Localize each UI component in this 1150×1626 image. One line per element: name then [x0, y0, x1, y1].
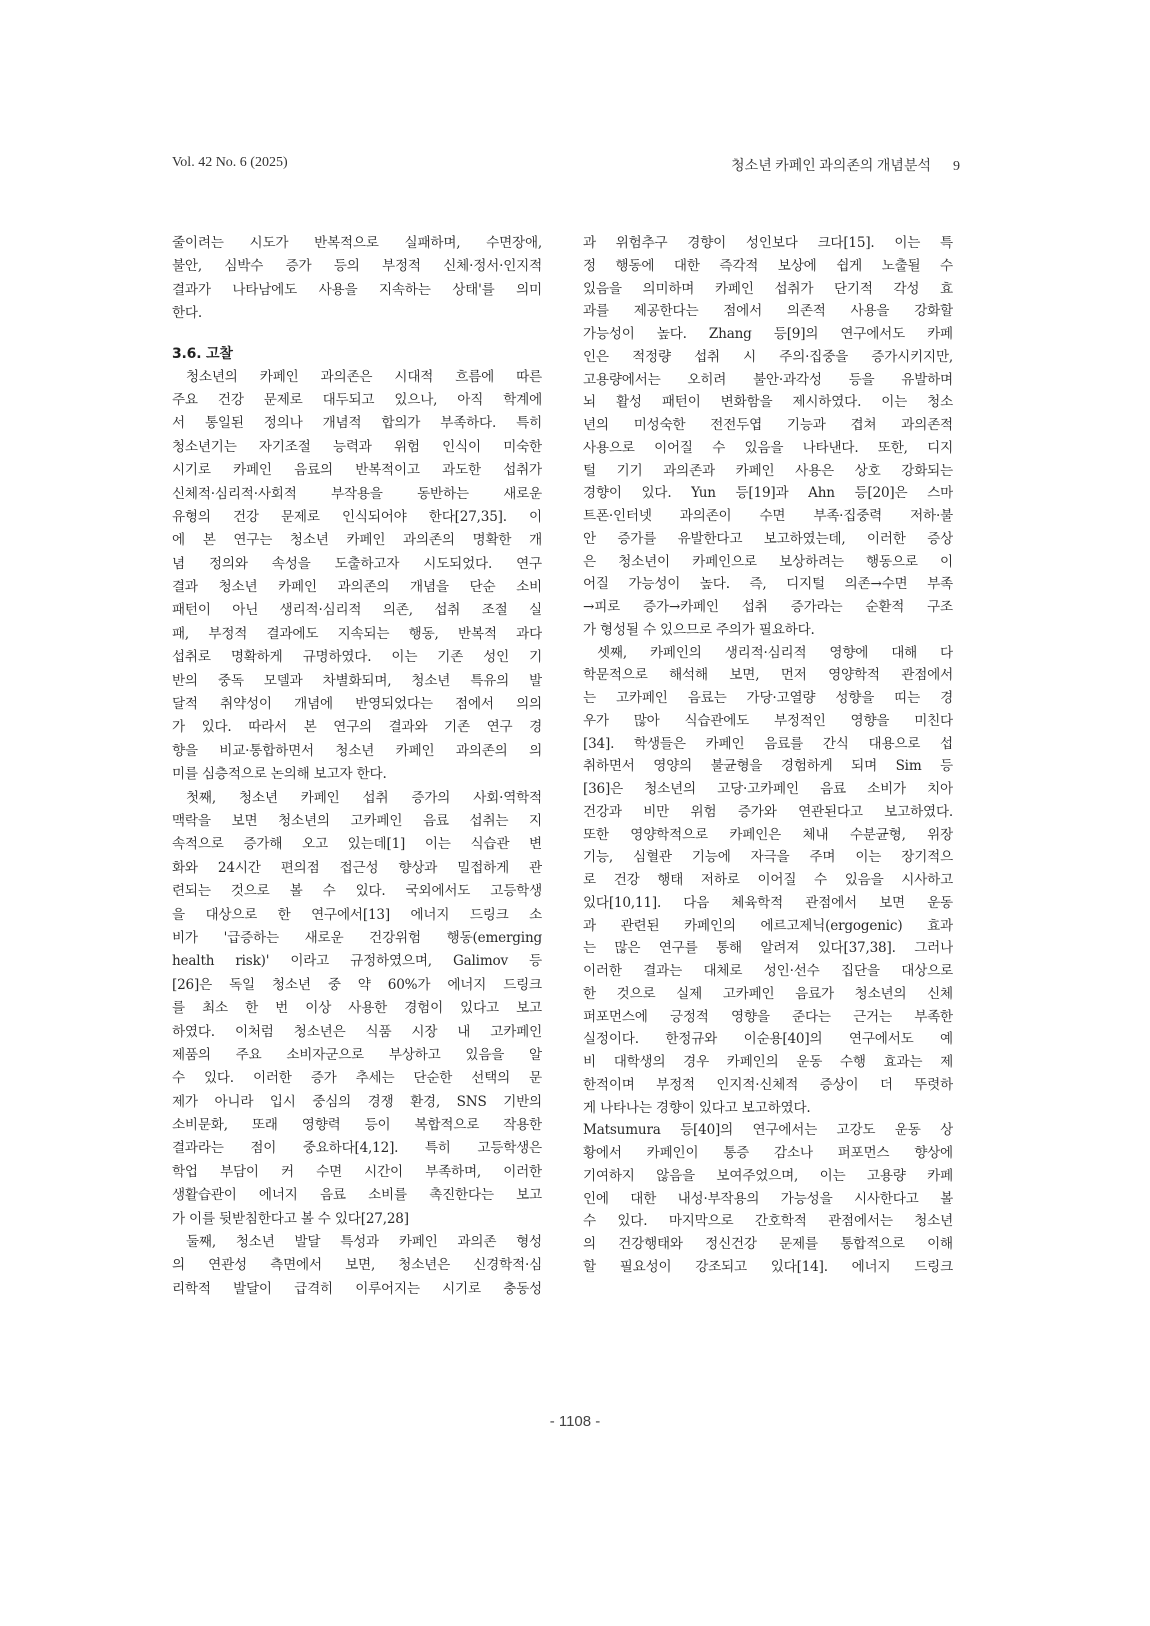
text-line: 우가 많아 식습관에도 부정적인 영향을 미친다	[583, 712, 953, 729]
text-line: 주요 건강 문제로 대두되고 있으나, 아직 학계에	[172, 391, 542, 408]
text-line: 트폰·인터넷 과의존이 수면 부족·집중력 저하·불	[583, 508, 953, 524]
text-line: 실정이다. 한정규와 이순용[40]의 연구에서도 예	[583, 1031, 953, 1048]
text-line: 수 있다. 마지막으로 간호학적 관점에서는 청소년	[583, 1213, 953, 1230]
text-line: 속적으로 증가해 오고 있는데[1] 이는 식습관 변	[172, 836, 542, 853]
text-line: 수 있다. 이러한 증가 추세는 단순한 선택의 문	[172, 1070, 542, 1087]
text-line: 청소년기는 자기조절 능력과 위험 인식이 미숙한	[172, 438, 542, 455]
text-line: 의 건강행태와 정신건강 문제를 통합적으로 이해	[583, 1236, 953, 1252]
text-line: 제가 아니라 입시 중심의 경쟁 환경, SNS 기반의	[172, 1093, 542, 1110]
text-line: →피로 증가→카페인 섭취 증가라는 순환적 구조	[583, 599, 953, 615]
text-line: 생활습관이 에너지 음료 소비를 촉진한다는 보고	[172, 1187, 542, 1204]
text-line: 청소년의 카페인 과의존은 시대적 흐름에 따른	[186, 368, 542, 385]
text-line: 건강과 비만 위험 증가와 연관된다고 보고하였다.	[583, 803, 953, 820]
text-line: 을 대상으로 한 연구에서[13] 에너지 드링크 소	[172, 906, 542, 923]
text-line: 제품의 주요 소비자군으로 부상하고 있음을 알	[172, 1046, 542, 1063]
text-line: 한 것으로 실제 고카페인 음료가 청소년의 신체	[583, 985, 953, 1002]
text-line: 하였다. 이처럼 청소년은 식품 시장 내 고카페인	[172, 1023, 542, 1040]
text-line: 과를 제공한다는 점에서 의존적 사용을 강화할	[583, 303, 953, 320]
text-line: 학업 부담이 커 수면 시간이 부족하며, 이러한	[172, 1163, 542, 1180]
text-line: 은 청소년이 카페인으로 보상하려는 행동으로 이	[583, 553, 953, 570]
text-line: 사용으로 이어질 수 있음을 나타낸다. 또한, 디지	[583, 439, 953, 456]
text-line: 소비문화, 또래 영향력 등이 복합적으로 작용한	[172, 1117, 542, 1134]
text-line: 할 필요성이 강조되고 있다[14]. 에너지 드링크	[583, 1258, 953, 1275]
section-heading: 3.6. 고찰	[172, 345, 233, 362]
text-line: 있음을 의미하며 카페인 섭취가 단기적 각성 효	[583, 280, 953, 297]
header-page-number: 9	[953, 159, 960, 174]
running-title: 청소년 카페인 과의존의 개념분석	[731, 159, 931, 174]
text-line: 취하면서 영양의 불균형을 경험하게 되며 Sim 등	[583, 758, 953, 775]
text-line: 뇌 활성 패턴이 변화함을 제시하였다. 이는 청소	[583, 394, 953, 411]
text-line: 신체적·심리적·사회적 부작용을 동반하는 새로운	[172, 485, 542, 502]
text-line: 어질 가능성이 높다. 즉, 디지털 의존→수면 부족	[583, 576, 953, 593]
text-line: health risk)' 이라고 규정하였으며, Galimov 등	[172, 953, 542, 970]
text-line: 패, 부정적 결과에도 지속되는 행동, 반복적 과다	[172, 625, 542, 642]
text-line: 한다.	[172, 305, 202, 322]
text-line: 과 위험추구 경향이 성인보다 크다[15]. 이는 특	[583, 235, 953, 251]
text-line: 맥락을 보면 청소년의 고카페인 음료 섭취는 지	[172, 812, 542, 829]
text-line: 미를 심층적으로 논의해 보고자 한다.	[172, 766, 387, 783]
text-line: 안 증가를 유발한다고 보고하였는데, 이러한 증상	[583, 530, 953, 547]
text-line: 정 행동에 대한 즉각적 보상에 쉽게 노출될 수	[583, 257, 953, 274]
text-line: 비 대학생의 경우 카페인의 운동 수행 효과는 제	[583, 1054, 953, 1070]
text-line: 첫째, 청소년 카페인 섭취 증가의 사회·역학적	[186, 789, 542, 806]
text-line: 는 고카페인 음료는 가당·고열량 성향을 띠는 경	[583, 690, 953, 706]
text-line: 학문적으로 해석해 보면, 먼저 영양학적 관점에서	[583, 667, 953, 684]
text-line: 게 나타나는 경향이 있다고 보고하였다.	[583, 1099, 811, 1116]
text-line: 가능성이 높다. Zhang 등[9]의 연구에서도 카페	[583, 326, 953, 342]
text-line: 념 정의와 속성을 도출하고자 시도되었다. 연구	[172, 555, 542, 572]
text-line: 이러한 결과는 대체로 성인·선수 집단을 대상으로	[583, 963, 953, 979]
text-line: 비가 '급증하는 새로운 건강위험 행동(emerging	[172, 929, 542, 946]
text-line: 에 본 연구는 청소년 카페인 과의존의 명확한 개	[172, 532, 542, 549]
text-line: 가 형성될 수 있으므로 주의가 필요하다.	[583, 621, 815, 638]
text-line: 있다[10,11]. 다음 체육학적 관점에서 보면 운동	[583, 894, 953, 911]
text-line: 한적이며 부정적 인지적·신체적 증상이 더 뚜렷하	[583, 1076, 953, 1093]
text-line: [34]. 학생들은 카페인 음료를 간식 대용으로 섭	[583, 735, 953, 752]
text-line: 불안, 심박수 증가 등의 부정적 신체·정서·인지적	[172, 258, 542, 275]
text-line: 과 관련된 카페인의 에르고제닉(ergogenic) 효과	[583, 917, 953, 934]
text-line: 줄이려는 시도가 반복적으로 실패하며, 수면장애,	[172, 235, 542, 251]
text-line: 기여하지 않음을 보여주었으며, 이는 고용량 카페	[583, 1167, 953, 1184]
text-line: 결과가 나타남에도 사용을 지속하는 상태'를 의미	[172, 281, 542, 298]
text-line: 반의 중독 모델과 차별화되며, 청소년 특유의 발	[172, 672, 542, 689]
text-line: 고용량에서는 오히려 불안·과각성 등을 유발하며	[583, 371, 953, 388]
text-line: 털 기기 과의존과 카페인 사용은 상호 강화되는	[583, 462, 953, 479]
text-line: 둘째, 청소년 발달 특성과 카페인 과의존 형성	[186, 1234, 542, 1251]
text-line: [36]은 청소년의 고당·고카페인 음료 소비가 치아	[583, 781, 953, 797]
text-line: 인에 대한 내성·부작용의 가능성을 시사한다고 볼	[583, 1190, 953, 1207]
right-column	[583, 232, 953, 1279]
text-line: 기능, 심혈관 기능에 자극을 주며 이는 장기적으	[583, 849, 953, 866]
text-line: 경향이 있다. Yun 등[19]과 Ahn 등[20]은 스마	[583, 485, 953, 502]
text-line: 패턴이 아닌 생리적·심리적 의존, 섭취 조절 실	[172, 602, 542, 619]
text-line: 결과 청소년 카페인 과의존의 개념을 단순 소비	[172, 579, 542, 596]
text-line: 화와 24시간 편의점 접근성 향상과 밀접하게 관	[172, 859, 542, 876]
journal-issue: Vol. 42 No. 6 (2025)	[172, 155, 288, 170]
discussion-text-continued	[583, 232, 953, 1279]
text-line: 리학적 발달이 급격히 이루어지는 시기로 충동성	[172, 1280, 542, 1297]
text-line: [26]은 독일 청소년 중 약 60%가 에너지 드링크	[172, 976, 542, 993]
text-line: 셋째, 카페인의 생리적·심리적 영향에 대해 다	[597, 644, 953, 661]
text-line: 의 연관성 측면에서 보면, 청소년은 신경학적·심	[172, 1257, 542, 1274]
text-line: 는 많은 연구를 통해 알려져 있다[37,38]. 그러나	[583, 940, 953, 957]
text-line: 유형의 건강 문제로 인식되어야 한다[27,35]. 이	[172, 508, 542, 525]
section-gap	[172, 326, 542, 342]
text-line: 달적 취약성이 개념에 반영되었다는 점에서 의의	[172, 696, 542, 713]
discussion-text	[172, 366, 542, 1302]
text-line: 서 통일된 정의나 개념적 합의가 부족하다. 특히	[172, 415, 542, 432]
text-line: 로 건강 행태 저하로 이어질 수 있음을 시사하고	[583, 872, 953, 888]
text-line: 인은 적정량 섭취 시 주의·집중을 증가시키지만,	[583, 348, 953, 365]
page-number: - 1108 -	[549, 1413, 601, 1430]
intro-paragraph	[172, 232, 542, 326]
text-line: 가 있다. 따라서 본 연구의 결과와 기존 연구 경	[172, 719, 542, 736]
text-line: 결과라는 점이 중요하다[4,12]. 특히 고등학생은	[172, 1140, 542, 1157]
running-header	[731, 155, 960, 175]
text-line: 또한 영양학적으로 카페인은 체내 수분균형, 위장	[583, 826, 953, 843]
text-line: 를 최소 한 번 이상 사용한 경험이 있다고 보고	[172, 1000, 542, 1017]
text-line: 퍼포먼스에 긍정적 영향을 준다는 근거는 부족한	[583, 1008, 953, 1025]
text-line: 섭취로 명확하게 규명하였다. 이는 기존 성인 기	[172, 649, 542, 666]
text-line: 련되는 것으로 볼 수 있다. 국외에서도 고등학생	[172, 883, 542, 900]
text-line: 가 이를 뒷받침한다고 볼 수 있다[27,28]	[172, 1210, 409, 1227]
left-column	[172, 232, 542, 1301]
text-line: 시기로 카페인 음료의 반복적이고 과도한 섭취가	[172, 462, 542, 479]
text-line: 향을 비교·통합하면서 청소년 카페인 과의존의 의	[172, 742, 542, 759]
text-line: Matsumura 등[40]의 연구에서는 고강도 운동 상	[583, 1122, 953, 1139]
text-line: 황에서 카페인이 통증 감소나 퍼포먼스 향상에	[583, 1145, 953, 1161]
text-line: 년의 미성숙한 전전두엽 기능과 겹쳐 과의존적	[583, 417, 953, 433]
